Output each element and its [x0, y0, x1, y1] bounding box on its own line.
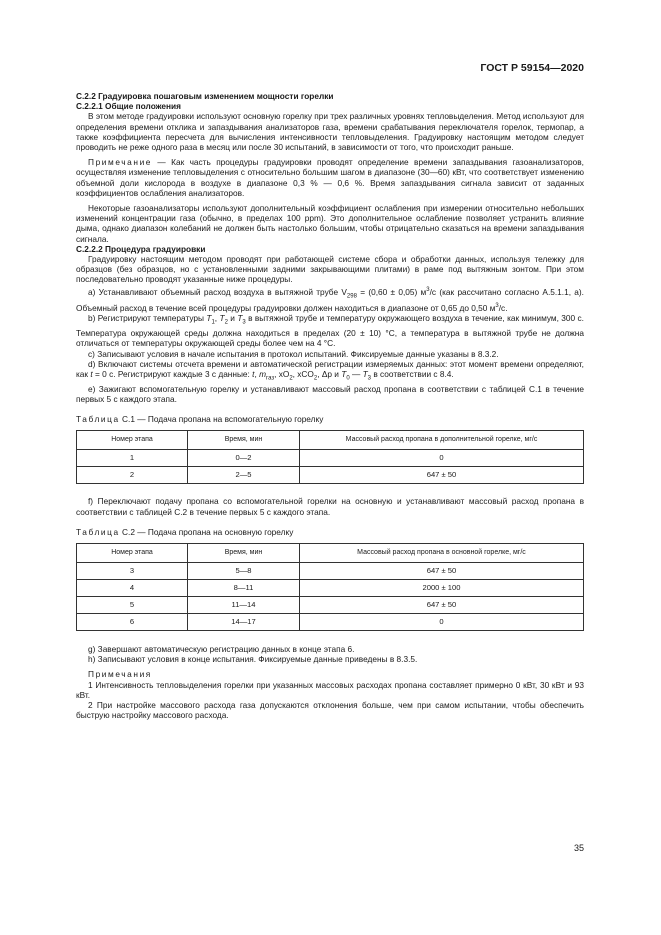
- table-cell: 0—2: [188, 450, 300, 467]
- step-d-text-8: —: [349, 368, 363, 379]
- table-row: [77, 597, 584, 614]
- table-header-row: [77, 431, 584, 450]
- step-a: [76, 285, 584, 314]
- step-b: [76, 313, 584, 348]
- note-text: — Как часть процедуры градуировки проводят определение времени запаздывания газоанализаторов, осуществляя изменение тепловыделения с относительно большим шагом в диапазоне (30—60) кВт, что соответствует изменению объемной доли кислорода в воздухе в диапазоне 0,3 % — 0,6 %. Время запаздывания сигнала зависит от заданных коэффициентов ослабления анализаторов.: [76, 157, 584, 198]
- step-b-text-1: b) Регистрируют температуры: [88, 313, 207, 324]
- table-row: [77, 580, 584, 597]
- step-a-text-4: /с.: [498, 303, 508, 314]
- step-d-text-1: d) Включают системы отсчета времени и автоматической регистрации измеряемых данных: этот момент времени определяют, как: [76, 358, 584, 379]
- step-b-s1: 1: [211, 319, 215, 326]
- note-label: Примечание: [88, 157, 153, 168]
- section-heading-c221: С.2.2.1 Общие положения: [76, 101, 181, 112]
- table-cell: 4: [77, 580, 188, 597]
- step-d-t: t: [90, 368, 93, 379]
- step-e: e) Зажигают вспомогательную горелку и устанавливают массовый расход пропана в соответствии с таблицей С.1 в течение первых 5 с каждого этапа.: [76, 383, 584, 404]
- table2-caption-label: Таблица: [76, 526, 120, 537]
- step-d-t3s: 3: [367, 375, 372, 382]
- step-a-sup: 3: [426, 286, 430, 293]
- step-d-text-6: , xCO: [292, 368, 314, 379]
- step-b-t3: T: [237, 313, 243, 324]
- table2-caption-text: С.2 — Подача пропана на основную горелку: [119, 526, 294, 537]
- table-row: [77, 450, 584, 467]
- step-d-text-7: , Δp и: [317, 368, 342, 379]
- step-a-sup2: 3: [495, 303, 499, 310]
- table-main-burner: [76, 543, 584, 631]
- step-f: f) Переключают подачу пропана со вспомогательной горелки на основную и устанавливают массовый расход пропана в соответствии с таблицей С.2 в течение первых 5 с каждого этапа.: [76, 496, 584, 517]
- step-d-text-2: = 0 с. Регистрируют каждые 3 с данные:: [92, 368, 253, 379]
- paragraph-attenuation: Некоторые газоанализаторы используют дополнительный коэффициент ослабления при измерении относительно небольших изменений концентрации газа (обычно, в пределах 100 ppm). Это дополнительное ослабление позволяет устранить влияние дыма, однако диапазон колебаний не должен быть настолько большим, чтобы отрицательно сказаться на времени запаздывания сигнала.: [76, 203, 584, 244]
- step-d-co2sub: 2: [313, 375, 318, 382]
- step-d-o2sub: 2: [289, 375, 293, 382]
- table-cell: 2—5: [188, 467, 300, 484]
- step-d-msub: газ: [266, 375, 275, 382]
- step-d-m: m: [259, 368, 267, 379]
- page-number: 35: [573, 843, 584, 853]
- step-b-text-2: в вытяжной трубе и температуру окружающего воздуха в течение, как минимум, 300 с. Температура окружающей среды должна находиться в пределах (20 ± 10) °С, а температура в вытяжной трубе не должна отличаться от температуры окружающей среды более чем на 4 °С.: [76, 313, 584, 349]
- step-d: [76, 359, 584, 384]
- step-a-sub: 298: [346, 293, 357, 300]
- table1-caption: [76, 414, 584, 424]
- table-cell: 11—14: [188, 597, 300, 614]
- paragraph-procedure-intro: Градуировку настоящим методом проводят при работающей системе сбора и обработки данных, используя тележку для образцов (без образцов, но с установленными задними закрывающими плитами) в раме под вытяжным зонтом. При этом последовательно проводят указанные ниже процедуры.: [76, 254, 584, 285]
- note-1: 1 Интенсивность тепловыделения горелки при указанных массовых расходах пропана составляет примерно 0 кВт, 30 кВт и 93 кВт.: [76, 679, 584, 700]
- table-cell: 3: [77, 563, 188, 580]
- note-paragraph: [76, 157, 584, 198]
- step-b-comma: ,: [214, 313, 220, 324]
- step-d-t0: T: [341, 368, 347, 379]
- table1-caption-text: С.1 — Подача пропана на вспомогательную горелку: [119, 414, 324, 425]
- table-cell: 0: [300, 614, 584, 631]
- step-b-t1: T: [206, 313, 212, 324]
- table-cell: 5—8: [188, 563, 300, 580]
- table-cell: 14—17: [188, 614, 300, 631]
- table-row: [77, 614, 584, 631]
- table-cell: 1: [77, 450, 188, 467]
- section-heading-c222: С.2.2.2 Процедура градуировки: [76, 243, 206, 254]
- table-cell: 2000 ± 100: [300, 580, 584, 597]
- step-d-t2: t: [252, 368, 255, 379]
- table2-caption: [76, 527, 584, 537]
- table-auxiliary-burner: [76, 430, 584, 484]
- document-body: [76, 91, 584, 720]
- table-cell: 2: [77, 467, 188, 484]
- step-d-text-5: , xO: [274, 368, 290, 379]
- step-g: g) Завершают автоматическую регистрацию данных в конце этапа 6.: [88, 644, 355, 654]
- table-cell: 5: [77, 597, 188, 614]
- table-cell: 647 ± 50: [300, 597, 584, 614]
- step-h: h) Записывают условия в конце испытания. Фиксируемые данные приведены в 8.3.5.: [88, 654, 418, 665]
- step-b-t2: T: [219, 313, 225, 324]
- table1-caption-label: Таблица: [76, 414, 120, 425]
- standard-header: ГОСТ Р 59154—2020: [480, 62, 584, 74]
- step-b-and: и: [227, 313, 238, 324]
- table-row: [77, 467, 584, 484]
- table-cell: 647 ± 50: [300, 467, 584, 484]
- step-c: c) Записывают условия в начале испытания в протокол испытаний. Фиксируемые данные указаны в 8.3.2.: [88, 348, 499, 359]
- step-d-text-9: в соответствии с 8.4.: [371, 368, 454, 379]
- table-header-cell: Массовый расход пропана в основной горелке, мг/с: [300, 544, 584, 563]
- table-header-cell: Время, мин: [188, 431, 300, 450]
- step-a-text-2: = (0,60 ± 0,05) м: [356, 286, 427, 297]
- table-header-cell: Номер этапа: [77, 431, 188, 450]
- step-a-text-1: a) Устанавливают объемный расход воздуха в вытяжной трубе V: [88, 286, 347, 297]
- step-a-text-3: /с (как рассчитано согласно А.5.1.1, а). Объемный расход в течение всей процедуры градуировки должен находиться в диапазоне от 0,65 до 0,50 м: [76, 286, 584, 314]
- table-cell: 0: [300, 450, 584, 467]
- table-header-cell: Массовый расход пропана в дополнительной горелке, мг/с: [300, 431, 584, 450]
- table-row: [77, 563, 584, 580]
- table-cell: 647 ± 50: [300, 563, 584, 580]
- notes-label: Примечания: [88, 669, 152, 680]
- table-header-cell: Номер этапа: [77, 544, 188, 563]
- table-cell: 8—11: [188, 580, 300, 597]
- step-b-s2: 2: [224, 319, 228, 326]
- step-b-s3: 3: [242, 319, 246, 326]
- table-header-cell: Время, мин: [188, 544, 300, 563]
- table-header-row: [77, 544, 584, 563]
- section-heading-c22: С.2.2 Градуировка пошаговым изменением мощности горелки: [76, 91, 334, 101]
- paragraph-general: В этом методе градуировки используют основную горелку при трех различных уровнях тепловыделения. Метод используют для определения времени отклика и запаздывания анализаторов газа, времени срабатывания переключателя горелок, термопар, а также коэффициента пересчета для вычисления интенсивности тепловыделения. Градуировку настоящим методом следует проводить не реже одного раза в месяц или после 30 испытаний, в зависимости от того, что происходит раньше.: [76, 111, 584, 153]
- step-d-text-4: ,: [254, 368, 260, 379]
- step-d-t3: T: [362, 368, 368, 379]
- step-d-t0s: 0: [346, 375, 350, 382]
- table-cell: 6: [77, 614, 188, 631]
- note-2: 2 При настройке массового расхода газа допускаются отклонения больше, чем при самом испытании, чтобы обеспечить быструю настройку массового расхода.: [76, 700, 584, 721]
